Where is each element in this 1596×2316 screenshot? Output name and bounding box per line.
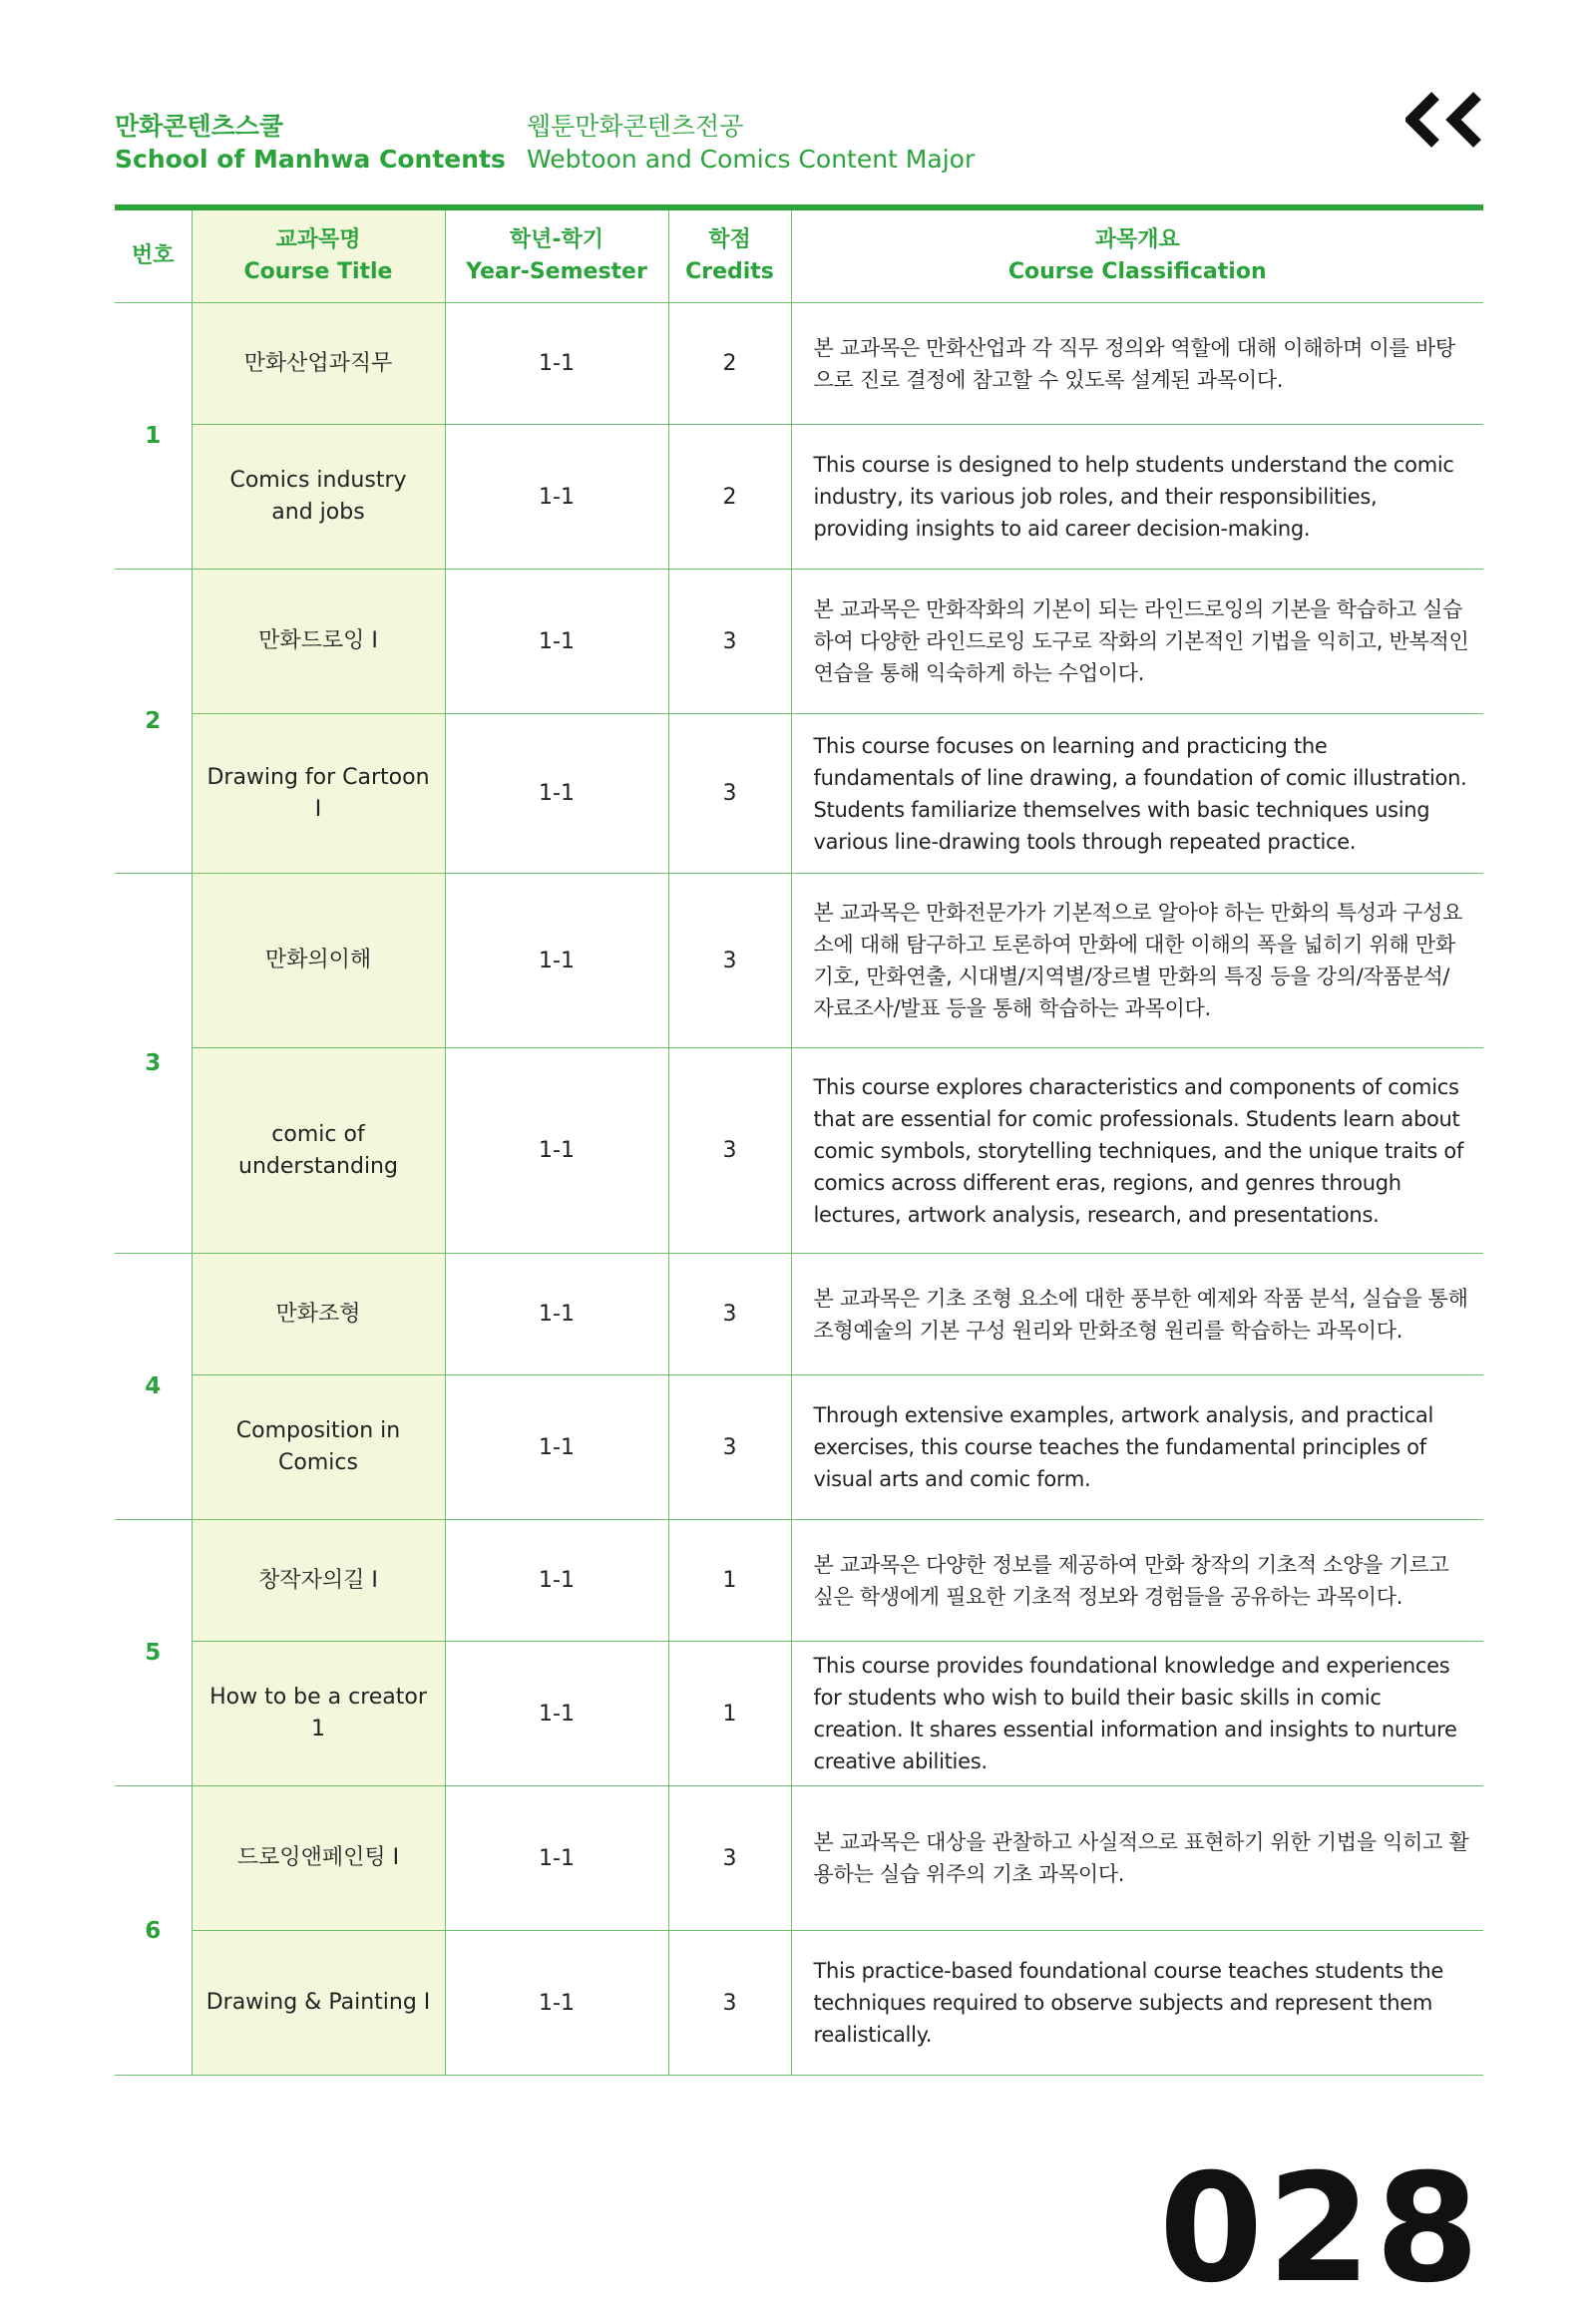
course-description: Through extensive examples, artwork analysis, and practical exercises, this course teaches the fundamental principles of visual arts and comic form. <box>791 1375 1483 1520</box>
credits: 3 <box>668 1254 791 1375</box>
year-semester: 1-1 <box>445 1520 668 1642</box>
year-semester: 1-1 <box>445 1254 668 1375</box>
course-title: 창작자의길 I <box>192 1520 445 1642</box>
major-name <box>527 110 975 176</box>
table-row <box>115 1375 1483 1520</box>
header-course-title: 교과목명 Course Title <box>192 207 445 303</box>
year-semester: 1-1 <box>445 1048 668 1254</box>
row-number: 6 <box>115 1786 192 2076</box>
table-row <box>115 1786 1483 1931</box>
year-semester: 1-1 <box>445 425 668 570</box>
credits: 3 <box>668 1931 791 2076</box>
row-number: 5 <box>115 1520 192 1786</box>
year-semester: 1-1 <box>445 874 668 1048</box>
credits: 3 <box>668 1048 791 1254</box>
ck-logo-icon <box>1405 90 1483 150</box>
school-name-en: School of Manhwa Contents <box>115 145 506 174</box>
credits: 2 <box>668 303 791 425</box>
table-row <box>115 714 1483 874</box>
table-row <box>115 1931 1483 2076</box>
table-row <box>115 1642 1483 1786</box>
school-name-ko: 만화콘텐츠스쿨 <box>115 112 284 141</box>
year-semester: 1-1 <box>445 1375 668 1520</box>
course-description: This course explores characteristics and components of comics that are essential for comic professionals. Students learn about comic symbols, storytelling techniques, and the unique traits of comics across different eras, regions, and genres through lectures, artwork analysis, research, and presentations. <box>791 1048 1483 1254</box>
year-semester: 1-1 <box>445 1642 668 1786</box>
course-title: Composition in Comics <box>192 1375 445 1520</box>
course-title: Comics industry and jobs <box>192 425 445 570</box>
major-name-ko: 웹툰만화콘텐츠전공 <box>527 112 744 141</box>
row-number: 4 <box>115 1254 192 1520</box>
credits: 3 <box>668 1786 791 1931</box>
course-table <box>115 204 1483 2076</box>
year-semester: 1-1 <box>445 714 668 874</box>
year-semester: 1-1 <box>445 303 668 425</box>
course-title: 만화조형 <box>192 1254 445 1375</box>
header-num: 번호 <box>115 207 192 303</box>
credits: 1 <box>668 1520 791 1642</box>
course-title: 만화의이해 <box>192 874 445 1048</box>
credits: 1 <box>668 1642 791 1786</box>
row-number: 2 <box>115 570 192 874</box>
course-title: 만화드로잉 I <box>192 570 445 714</box>
table-row <box>115 303 1483 425</box>
page-header <box>115 110 1483 180</box>
table-row <box>115 1048 1483 1254</box>
table-header-row <box>115 207 1483 303</box>
year-semester: 1-1 <box>445 570 668 714</box>
course-title: Drawing for Cartoon Ⅰ <box>192 714 445 874</box>
table-row <box>115 874 1483 1048</box>
header-course-classification: 과목개요 Course Classification <box>791 207 1483 303</box>
course-description: This course is designed to help students understand the comic industry, its various job roles, and their responsibilities, providing insights to aid career decision-making. <box>791 425 1483 570</box>
course-title: comic of understanding <box>192 1048 445 1254</box>
year-semester: 1-1 <box>445 1786 668 1931</box>
credits: 3 <box>668 1375 791 1520</box>
course-description: 본 교과목은 만화산업과 각 직무 정의와 역할에 대해 이해하며 이를 바탕으로 진로 결정에 참고할 수 있도록 설계된 과목이다. <box>791 303 1483 425</box>
school-name <box>115 110 506 176</box>
table-row <box>115 425 1483 570</box>
course-description: 본 교과목은 만화작화의 기본이 되는 라인드로잉의 기본을 학습하고 실습하여 다양한 라인드로잉 도구로 작화의 기본적인 기법을 익히고, 반복적인 연습을 통해 익숙하게 하는 수업이다. <box>791 570 1483 714</box>
course-description: This practice-based foundational course teaches students the techniques required to observe subjects and represent them realistically. <box>791 1931 1483 2076</box>
row-number: 1 <box>115 303 192 570</box>
table-row <box>115 1520 1483 1642</box>
course-description: 본 교과목은 기초 조형 요소에 대한 풍부한 예제와 작품 분석, 실습을 통해 조형예술의 기본 구성 원리와 만화조형 원리를 학습하는 과목이다. <box>791 1254 1483 1375</box>
course-title: 드로잉앤페인팅 I <box>192 1786 445 1931</box>
major-name-en: Webtoon and Comics Content Major <box>527 145 976 174</box>
header-credits: 학점 Credits <box>668 207 791 303</box>
credits: 3 <box>668 714 791 874</box>
credits: 2 <box>668 425 791 570</box>
table-row <box>115 1254 1483 1375</box>
row-number: 3 <box>115 874 192 1254</box>
course-description: This course provides foundational knowledge and experiences for students who wish to build their basic skills in comic creation. It shares essential information and insights to nurture creative abilities. <box>791 1642 1483 1786</box>
course-description: 본 교과목은 다양한 정보를 제공하여 만화 창작의 기초적 소양을 기르고 싶은 학생에게 필요한 기초적 정보와 경험들을 공유하는 과목이다. <box>791 1520 1483 1642</box>
course-title: 만화산업과직무 <box>192 303 445 425</box>
year-semester: 1-1 <box>445 1931 668 2076</box>
course-title: Drawing & Painting I <box>192 1931 445 2076</box>
credits: 3 <box>668 570 791 714</box>
table-row <box>115 570 1483 714</box>
course-description: 본 교과목은 만화전문가가 기본적으로 알아야 하는 만화의 특성과 구성요소에 대해 탐구하고 토론하여 만화에 대한 이해의 폭을 넓히기 위해 만화기호, 만화연출, 시대별/지역별/장르별 만화의 특징 등을 강의/작품분석/ 자료조사/발표 등을 통해 학습하는 과목이다. <box>791 874 1483 1048</box>
course-description: This course focuses on learning and practicing the fundamentals of line drawing, a foundation of comic illustration. Students familiarize themselves with basic techniques using various line-drawing tools through repeated practice. <box>791 714 1483 874</box>
course-title: How to be a creator 1 <box>192 1642 445 1786</box>
header-year-semester: 학년-학기 Year-Semester <box>445 207 668 303</box>
credits: 3 <box>668 874 791 1048</box>
page-number: 028 <box>1158 2142 1483 2316</box>
course-description: 본 교과목은 대상을 관찰하고 사실적으로 표현하기 위한 기법을 익히고 활용하는 실습 위주의 기초 과목이다. <box>791 1786 1483 1931</box>
